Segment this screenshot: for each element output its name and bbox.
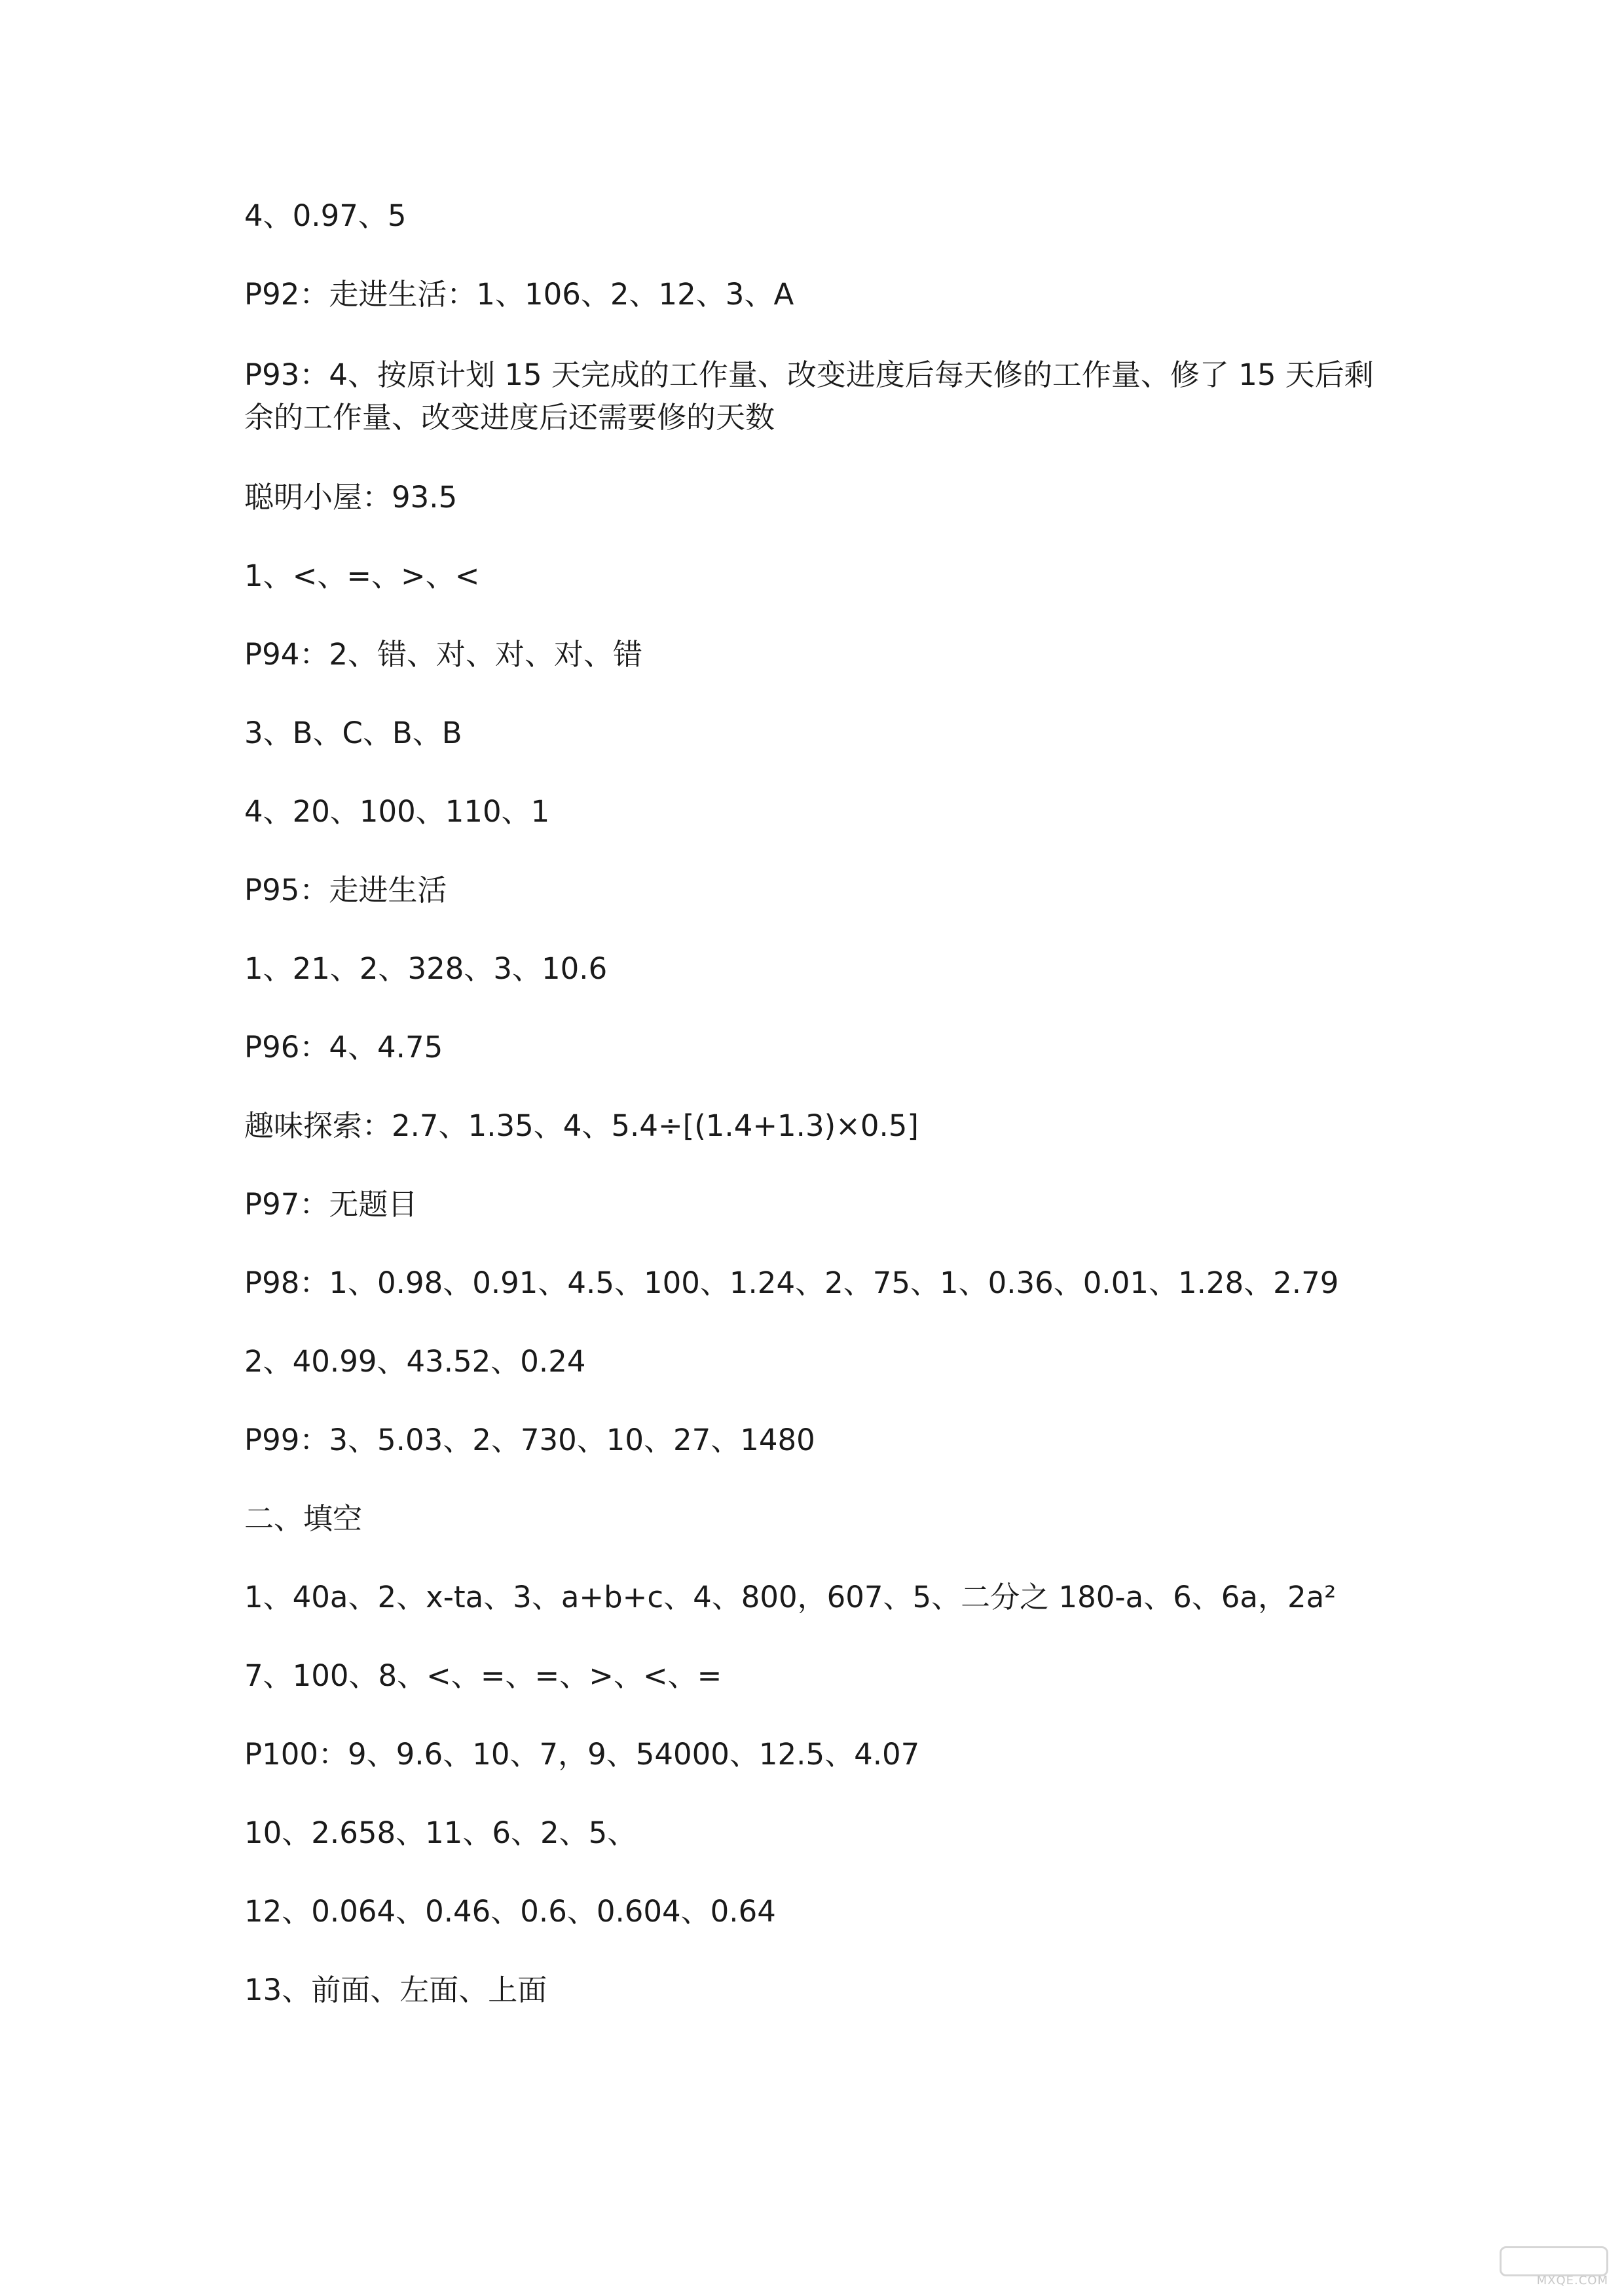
answer-line: 4、20、100、110、1 — [244, 794, 550, 829]
answer-line: P96：4、4.75 — [244, 1030, 443, 1065]
answer-line: 4、0.97、5 — [244, 198, 407, 233]
answer-line: 13、前面、左面、上面 — [244, 1973, 547, 2007]
site-watermark — [1501, 2246, 1612, 2288]
answer-line: 10、2.658、11、6、2、5、 — [244, 1815, 637, 1850]
answer-line: P98：1、0.98、0.91、4.5、100、1.24、2、75、1、0.36、0.01、1.28、2.79 — [244, 1266, 1339, 1300]
answer-line: 聪明小屋：93.5 — [244, 480, 458, 515]
answer-line: 7、100、8、<、=、=、>、<、= — [244, 1658, 722, 1693]
answer-line: 1、21、2、328、3、10.6 — [244, 951, 608, 986]
answer-line: P95：走进生活 — [244, 873, 447, 907]
answer-line: 3、B、C、B、B — [244, 716, 462, 750]
answer-list — [244, 196, 1397, 2049]
answer-line: P99：3、5.03、2、730、10、27、1480 — [244, 1423, 815, 1457]
answer-line: P97：无题目 — [244, 1187, 418, 1222]
answer-line: P100：9、9.6、10、7，9、54000、12.5、4.07 — [244, 1737, 920, 1772]
answer-line: P93：4、按原计划 15 天完成的工作量、改变进度后每天修的工作量、修了 15 天后剩余的工作量、改变进度后还需要修的天数 — [244, 357, 1374, 435]
answer-line: 1、40a、2、x-ta、3、a+b+c、4、800，607、5、二分之 180-a、6、6a，2a² — [244, 1580, 1337, 1614]
section-heading: 二、填空 — [244, 1501, 363, 1536]
answer-line: 2、40.99、43.52、0.24 — [244, 1344, 586, 1379]
answer-line: 1、<、=、>、< — [244, 558, 480, 593]
answer-line: P94：2、错、对、对、对、错 — [244, 637, 643, 672]
answer-line: P92：走进生活：1、106、2、12、3、A — [244, 277, 794, 312]
answer-line: 趣味探索：2.7、1.35、4、5.4÷[(1.4+1.3)×0.5] — [244, 1108, 919, 1143]
watermark-logo-icon — [1500, 2246, 1608, 2276]
watermark-text: MXQE.COM — [1536, 2274, 1608, 2287]
answer-line: 12、0.064、0.46、0.6、0.604、0.64 — [244, 1894, 776, 1929]
